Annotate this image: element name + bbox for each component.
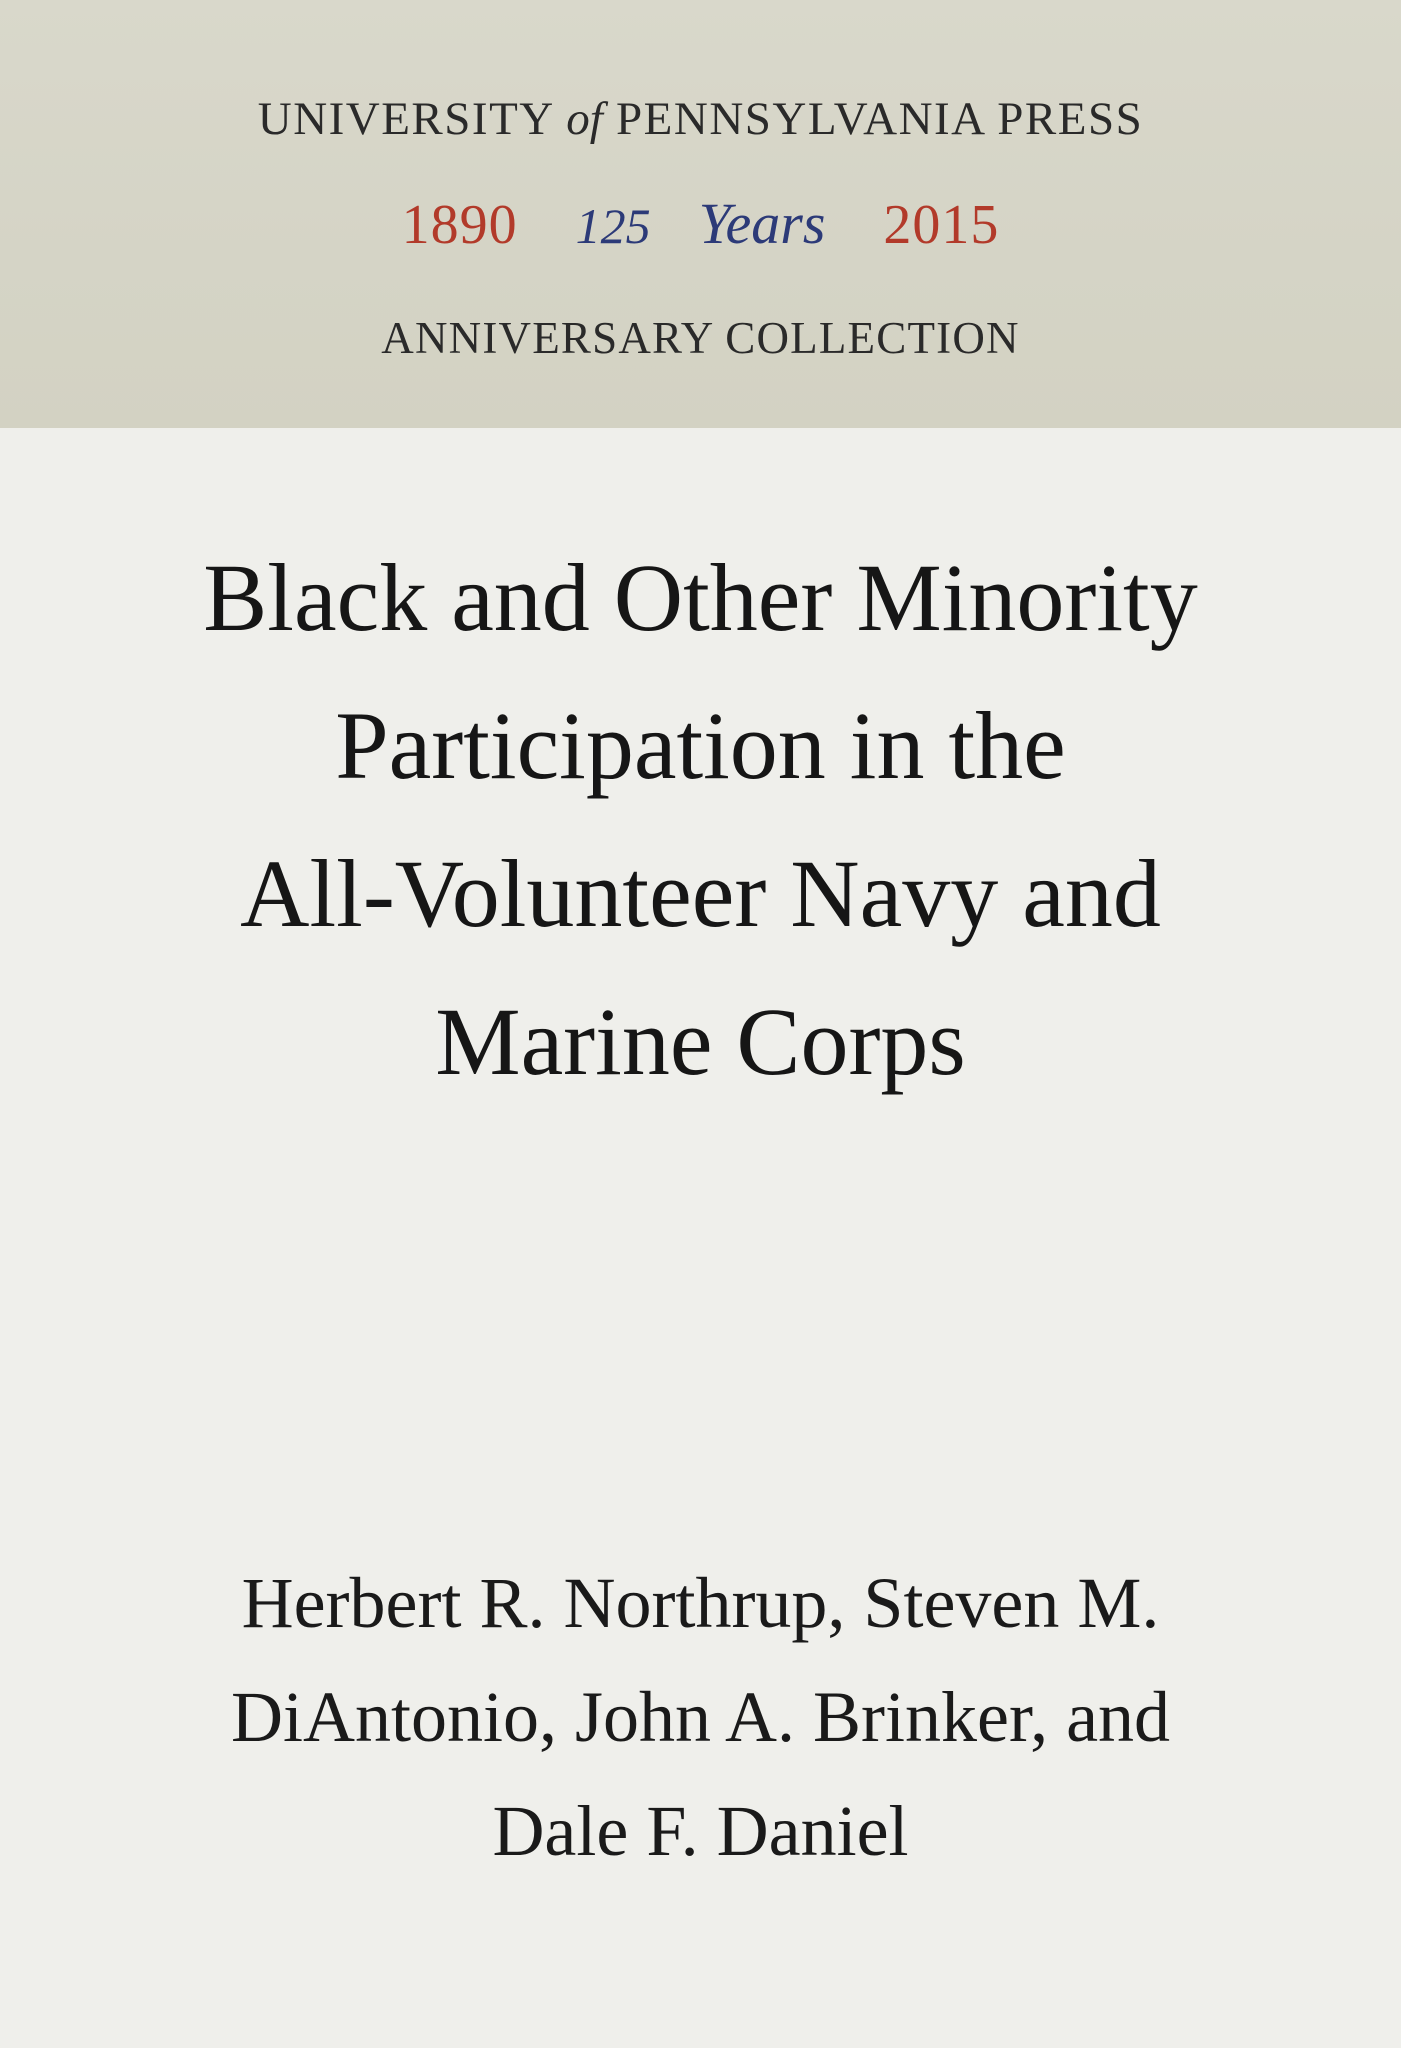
publisher-prefix: UNIVERSITY <box>257 93 553 145</box>
author-line: DiAntonio, John A. Brinker, and <box>230 1677 1171 1757</box>
title-line: Participation in the <box>335 692 1066 799</box>
title-line: Marine Corps <box>435 988 966 1095</box>
year-end: 2015 <box>883 194 1000 256</box>
author-line: Dale F. Daniel <box>492 1791 909 1871</box>
author-line: Herbert R. Northrup, Steven M. <box>241 1563 1160 1643</box>
book-authors <box>0 1546 1401 1888</box>
year-count: 125 <box>575 198 651 254</box>
anniversary-years <box>0 190 1401 257</box>
publisher-name <box>0 92 1401 146</box>
year-start: 1890 <box>401 194 518 256</box>
title-line: All-Volunteer Navy and <box>240 840 1161 947</box>
publisher-suffix: PENNSYLVANIA PRESS <box>616 93 1144 145</box>
publisher-of: of <box>566 93 603 145</box>
title-line: Black and Other Minority <box>203 544 1198 651</box>
anniversary-banner <box>0 0 1401 428</box>
book-title <box>0 524 1401 1116</box>
collection-name: ANNIVERSARY COLLECTION <box>381 313 1020 363</box>
year-word: Years <box>698 191 826 256</box>
